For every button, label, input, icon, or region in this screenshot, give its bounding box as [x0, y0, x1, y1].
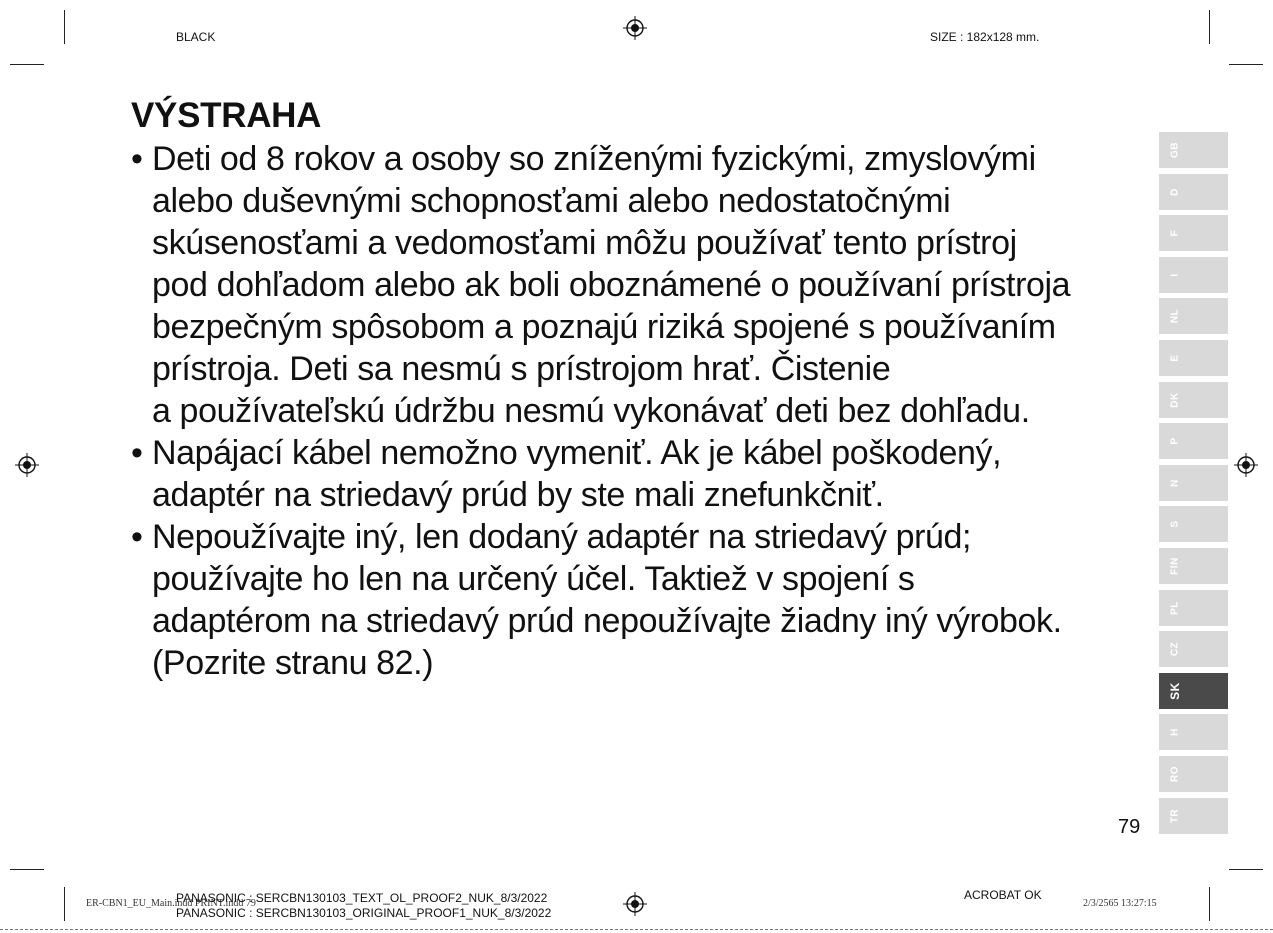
timestamp-label: 2/3/2565 13:27:15 — [1083, 898, 1157, 909]
text-line: používajte ho len na určený účel. Taktiež v spojení s — [152, 560, 915, 598]
crop-mark-bottom-left-h — [10, 869, 44, 870]
language-tab-label: E — [1169, 354, 1181, 362]
language-tab-ro[interactable] — [1159, 756, 1228, 792]
text-line: (Pozrite stranu 82.) — [152, 644, 434, 682]
language-tab-p[interactable] — [1159, 423, 1228, 459]
language-tab-i[interactable] — [1159, 257, 1228, 293]
language-tab-sk[interactable] — [1159, 673, 1228, 709]
language-tab-e[interactable] — [1159, 340, 1228, 376]
crop-mark-top-right-h — [1229, 64, 1263, 65]
bullet-icon: • — [131, 518, 143, 556]
acrobat-status-label: ACROBAT OK — [964, 888, 1042, 902]
warning-bullet-item — [131, 432, 1146, 516]
language-tab-label: TR — [1169, 808, 1181, 823]
language-tab-f[interactable] — [1159, 215, 1228, 251]
language-tab-label: F — [1169, 229, 1181, 237]
language-tab-label: P — [1169, 437, 1181, 445]
proof-line-1: PANASONIC : SERCBN130103_TEXT_OL_PROOF2_NUK_8/3/2022 — [176, 891, 548, 905]
language-tab-nl[interactable] — [1159, 298, 1228, 334]
language-tab-label: N — [1169, 478, 1181, 487]
registration-mark-left-icon — [15, 453, 39, 477]
text-line: Nepoužívajte iný, len dodaný adaptér na striedavý prúd; — [152, 518, 972, 556]
trim-dashed-line — [0, 929, 1273, 930]
language-tab-label: GB — [1169, 142, 1181, 158]
language-tab-cz[interactable] — [1159, 631, 1228, 667]
language-tab-fin[interactable] — [1159, 548, 1228, 584]
language-tab-label: H — [1169, 728, 1181, 737]
warning-bullet-item — [131, 516, 1146, 684]
language-tab-label: FIN — [1169, 557, 1181, 575]
text-line: prístroja. Deti sa nesmú s prístrojom hrať. Čistenie — [152, 350, 891, 388]
bullet-icon: • — [131, 434, 143, 472]
crop-mark-bottom-right — [1209, 887, 1210, 921]
language-tab-s[interactable] — [1159, 506, 1228, 542]
language-tab-dk[interactable] — [1159, 382, 1228, 418]
warning-bullet-item — [131, 138, 1146, 432]
language-tab-label: NL — [1169, 309, 1181, 324]
registration-mark-right-icon — [1234, 453, 1258, 477]
language-tab-label: RO — [1169, 765, 1181, 782]
crop-mark-bottom-right-h — [1229, 869, 1263, 870]
warning-bullet-list — [131, 138, 1146, 684]
language-tab-h[interactable] — [1159, 714, 1228, 750]
language-tab-label: S — [1169, 520, 1181, 528]
language-tab-strip — [1159, 132, 1228, 839]
language-tab-d[interactable] — [1159, 174, 1228, 210]
bullet-text — [152, 516, 1146, 684]
language-tab-label: I — [1169, 273, 1181, 277]
file-info-label: ER-CBN1_EU_Main.indd PRINT.indd 79 — [86, 898, 256, 909]
language-tab-label: D — [1169, 187, 1181, 196]
language-tab-n[interactable] — [1159, 465, 1228, 501]
crop-mark-top-right — [1209, 10, 1210, 44]
bullet-text — [152, 138, 1146, 432]
crop-mark-bottom-left — [64, 887, 65, 921]
registration-mark-top-icon — [623, 16, 647, 40]
registration-mark-bottom-icon — [623, 892, 647, 916]
text-line: alebo duševnými schopnosťami alebo nedostatočnými — [152, 182, 951, 220]
language-tab-label: PL — [1169, 600, 1181, 615]
text-line: a používateľskú údržbu nesmú vykonávať deti bez dohľadu. — [152, 392, 1030, 430]
text-line: adaptérom na striedavý prúd nepoužívajte žiadny iný výrobok. — [152, 602, 1062, 640]
text-line: adaptér na striedavý prúd by ste mali znefunkčniť. — [152, 476, 884, 514]
bullet-text — [152, 432, 1146, 516]
crop-mark-top-left-h — [10, 64, 44, 65]
bullet-icon: • — [131, 140, 143, 178]
text-line: pod dohľadom alebo ak boli oboznámené o používaní prístroja — [152, 266, 1071, 304]
warning-heading: VÝSTRAHA — [131, 96, 322, 135]
proof-line-2: PANASONIC : SERCBN130103_ORIGINAL_PROOF1_NUK_8/3/2022 — [176, 906, 552, 920]
language-tab-label: SK — [1168, 681, 1182, 700]
language-tab-tr[interactable] — [1159, 798, 1228, 834]
page-size-label: SIZE : 182x128 mm. — [930, 30, 1040, 44]
language-tab-pl[interactable] — [1159, 590, 1228, 626]
text-line: Deti od 8 rokov a osoby so zníženými fyzickými, zmyslovými — [152, 140, 1036, 178]
text-line: skúsenosťami a vedomosťami môžu používať tento prístroj — [152, 224, 1017, 262]
text-line: bezpečným spôsobom a poznajú riziká spojené s používaním — [152, 308, 1056, 346]
language-tab-label: DK — [1169, 391, 1181, 408]
language-tab-gb[interactable] — [1159, 132, 1228, 168]
text-line: Napájací kábel nemožno vymeniť. Ak je kábel poškodený, — [152, 434, 1002, 472]
color-separation-label: BLACK — [176, 30, 216, 44]
language-tab-label: CZ — [1169, 641, 1181, 657]
crop-mark-top-left — [64, 10, 65, 44]
page-number: 79 — [1118, 816, 1141, 838]
